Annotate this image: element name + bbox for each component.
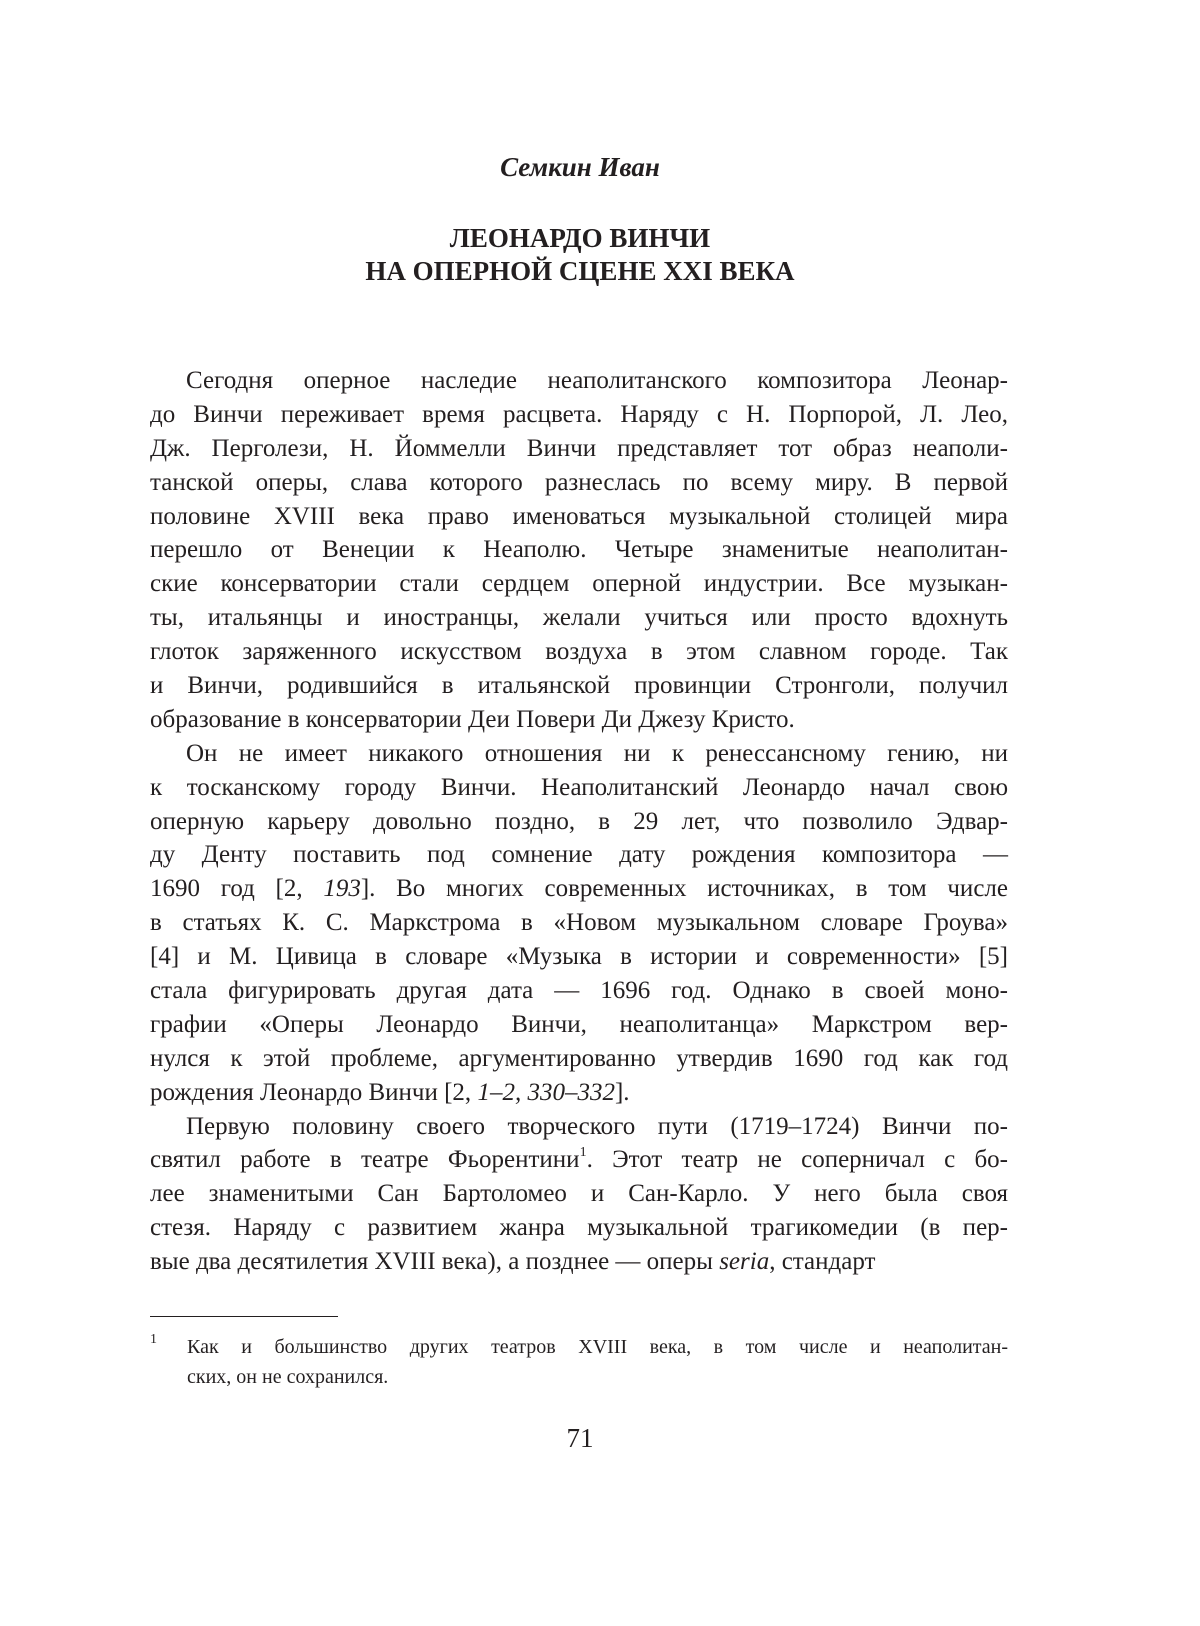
text-segment: ские консерватории стали сердцем оперной индустрии. Все музыкан-	[150, 570, 1008, 598]
paragraph	[150, 1110, 1008, 1279]
text-line	[150, 1076, 1008, 1110]
text-segment: стезя. Наряду с развитием жанра музыкальной трагикомедии (в пер-	[150, 1214, 1008, 1242]
text-line	[150, 601, 1008, 635]
text-segment: образование в консерватории Деи Повери Ди Джезу Кристо.	[150, 705, 795, 733]
text-segment: [4] и М. Цивица в словаре «Музыка в истории и современности» [5]	[150, 943, 1008, 971]
text-segment: Сегодня оперное наследие неаполитанского композитора Леонар-	[186, 367, 1008, 394]
italic-text: 1–2, 330–332	[477, 1078, 615, 1106]
text-segment: ты, итальянцы и иностранцы, желали учиться или просто вдохнуть	[150, 604, 1008, 632]
text-segment: Дж. Перголези, Н. Йоммелли Винчи представляет тот образ неаполи-	[150, 434, 1008, 462]
text-line	[150, 703, 1008, 737]
text-segment: перешло от Венеции к Неаполю. Четыре знаменитые неаполитан-	[150, 536, 1008, 564]
page-number: 71	[566, 1423, 594, 1453]
text-line	[150, 838, 1008, 872]
author-name: Семкин Иван	[500, 152, 660, 182]
text-segment: святил работе в театре Фьорентини	[150, 1146, 580, 1174]
text-segment: ]. Во многих современных источниках, в том числе	[360, 875, 1008, 903]
text-segment: стала фигурировать другая дата — 1696 год. Однако в своей моно-	[150, 977, 1008, 1005]
text-segment: , стандарт	[769, 1248, 876, 1276]
text-segment: и Винчи, родившийся в итальянской провинции Стронголи, получил	[150, 672, 1008, 700]
text-line	[150, 771, 1008, 805]
text-line	[150, 669, 1008, 703]
text-line	[150, 1042, 1008, 1076]
text-line	[150, 1245, 1008, 1279]
footnote-divider	[150, 1316, 338, 1317]
text-segment: ].	[614, 1078, 630, 1106]
text-segment: . Этот театр не соперничал с бо-	[586, 1146, 1008, 1174]
text-segment: в статьях К. С. Маркстрома в «Новом музыкальном словаре Гроува»	[150, 909, 1008, 937]
text-line	[150, 364, 1008, 398]
footnote-line: Как и большинство других театров XVIII века, в том числе и неаполитан-	[187, 1336, 1008, 1358]
title-line: ЛЕОНАРДО ВИНЧИ	[449, 223, 711, 253]
paragraph	[150, 737, 1008, 1110]
text-segment: танской оперы, слава которого разнеслась по всему миру. В первой	[150, 468, 1008, 496]
text-line	[150, 940, 1008, 974]
text-segment: Он не имеет никакого отношения ни к ренессансному гению, ни	[186, 739, 1008, 767]
italic-text: seria	[719, 1248, 770, 1276]
text-line	[150, 1211, 1008, 1245]
italic-text: 193	[323, 875, 361, 903]
text-segment: графии «Оперы Леонардо Винчи, неаполитанца» Маркстром вер-	[150, 1010, 1008, 1038]
text-line	[150, 500, 1008, 534]
text-segment: глоток заряженного искусством воздуха в этом славном городе. Так	[150, 638, 1008, 666]
text-segment: половине XVIII века право именоваться музыкальной столицей мира	[150, 502, 1008, 530]
footnote-number: 1	[150, 1332, 157, 1347]
text-segment: рождения Леонардо Винчи [2,	[150, 1078, 478, 1106]
text-line	[150, 533, 1008, 567]
text-segment: Первую половину своего творческого пути (1719–1724) Винчи по-	[186, 1112, 1008, 1140]
footnote-ref: 1	[579, 1145, 587, 1161]
text-segment: нулся к этой проблеме, аргументированно утвердив 1690 год как год	[150, 1044, 1008, 1072]
text-segment: 1690 год [2,	[150, 875, 324, 903]
text-line	[150, 1008, 1008, 1042]
footnote	[150, 1332, 1008, 1392]
text-segment: до Винчи переживает время расцвета. Наряду с Н. Порпорой, Л. Лео,	[150, 400, 1008, 428]
text-segment: вые два десятилетия XVIII века), а позднее — оперы	[150, 1248, 720, 1276]
text-line	[150, 1177, 1008, 1211]
title-line: НА ОПЕРНОЙ СЦЕНЕ XXI ВЕКА	[365, 256, 795, 286]
text-segment: лее знаменитыми Сан Бартоломео и Сан-Карло. У него была своя	[150, 1180, 1008, 1208]
text-line	[150, 1110, 1008, 1144]
text-line	[150, 432, 1008, 466]
text-line	[150, 635, 1008, 669]
text-segment: оперную карьеру довольно поздно, в 29 лет, что позволило Эдвар-	[150, 807, 1008, 835]
text-line	[150, 567, 1008, 601]
text-line	[150, 737, 1008, 771]
text-line	[150, 974, 1008, 1008]
text-segment: ду Денту поставить под сомнение дату рождения композитора —	[150, 841, 1008, 869]
text-line	[150, 466, 1008, 500]
text-line	[150, 805, 1008, 839]
text-line	[150, 398, 1008, 432]
text-line	[150, 872, 1008, 906]
text-segment: к тосканскому городу Винчи. Неаполитанский Леонардо начал свою	[150, 773, 1008, 801]
article-title	[0, 222, 1160, 288]
paragraph	[150, 364, 1008, 737]
text-line	[150, 906, 1008, 940]
footnote-line: ских, он не сохранился.	[187, 1366, 389, 1388]
text-line	[150, 1143, 1008, 1177]
article-body	[150, 364, 1008, 1279]
